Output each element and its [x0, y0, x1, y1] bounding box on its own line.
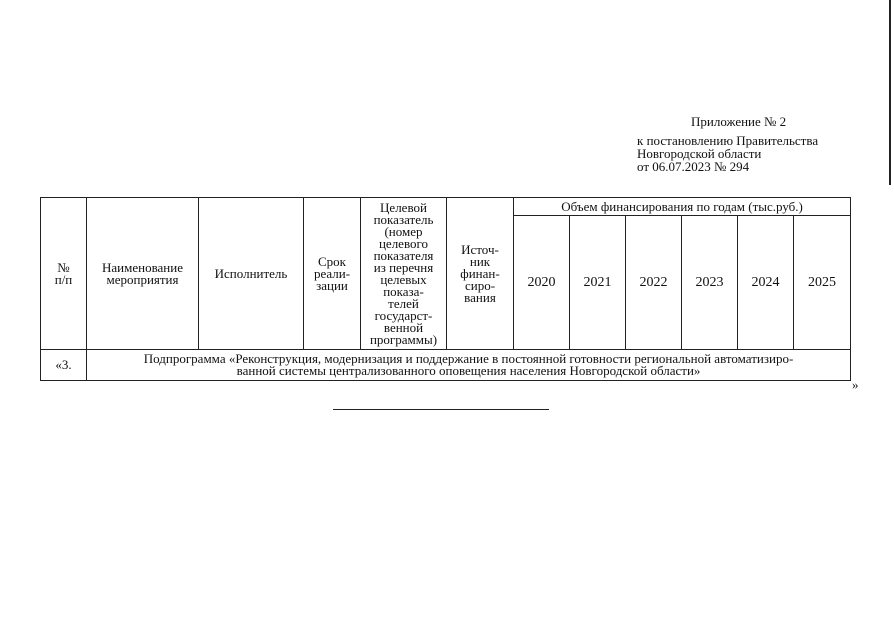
appendix-line: от 06.07.2023 № 294: [637, 159, 750, 174]
header-name: [87, 198, 199, 350]
year-2024: 2024: [738, 216, 794, 350]
header-line: Срок: [318, 253, 346, 269]
closing-quote: »: [852, 377, 859, 392]
header-line: №: [57, 259, 70, 275]
header-line: показа-: [383, 283, 424, 299]
header-line: Исполнитель: [214, 265, 288, 281]
header-line: целевого: [378, 235, 429, 251]
header-line: мероприятия: [106, 271, 179, 287]
header-line: показатель: [373, 211, 434, 227]
header-line: Источ-: [461, 241, 499, 257]
header-line: Целевой: [380, 199, 427, 215]
year-2022: 2022: [626, 216, 682, 350]
table-row: [41, 350, 851, 381]
appendix-line: Новгородской области: [637, 146, 762, 161]
header-line: финан-: [460, 265, 500, 281]
header-line: зации: [316, 277, 348, 293]
header-line: вания: [464, 289, 496, 305]
year-2020: 2020: [514, 216, 570, 350]
header-funding: Объем финансирования по годам (тыс.руб.): [514, 198, 851, 216]
header-line: телей: [388, 295, 419, 311]
year-2025: 2025: [794, 216, 851, 350]
year-2023: 2023: [682, 216, 738, 350]
year-2021: 2021: [570, 216, 626, 350]
header-row: [41, 198, 851, 216]
header-line: сиро-: [464, 277, 496, 293]
appendix-block: [637, 115, 818, 173]
header-line: ник: [469, 253, 491, 269]
header-num: [41, 198, 87, 350]
page-edge-line: [889, 0, 891, 185]
subprogram-title: [87, 350, 851, 381]
header-line: реали-: [313, 265, 351, 281]
header-line: из перечня: [373, 259, 434, 275]
funding-table: [40, 197, 851, 381]
header-line: (номер: [384, 223, 423, 239]
separator-rule: [333, 409, 549, 410]
header-term: [304, 198, 361, 350]
header-source: [447, 198, 514, 350]
header-line: венной: [383, 319, 424, 335]
header-indicator: [361, 198, 447, 350]
row-number: «3.: [41, 350, 87, 381]
appendix-line: к постановлению Правительства: [637, 133, 819, 148]
header-line: п/п: [54, 271, 73, 287]
header-line: показателя: [373, 247, 434, 263]
header-line: государст-: [374, 307, 433, 323]
subprogram-line: Подпрограмма «Реконструкция, модернизация и поддержание в постоянной готовности региональной автоматизиро-: [143, 351, 794, 366]
appendix-title: Приложение № 2: [691, 114, 787, 129]
header-line: целевых: [380, 271, 427, 287]
header-executor: [199, 198, 304, 350]
subprogram-line: ванной системы централизованного оповещения населения Новгородской области»: [236, 363, 701, 378]
header-line: программы): [369, 331, 438, 347]
header-line: Наименование: [102, 259, 183, 275]
